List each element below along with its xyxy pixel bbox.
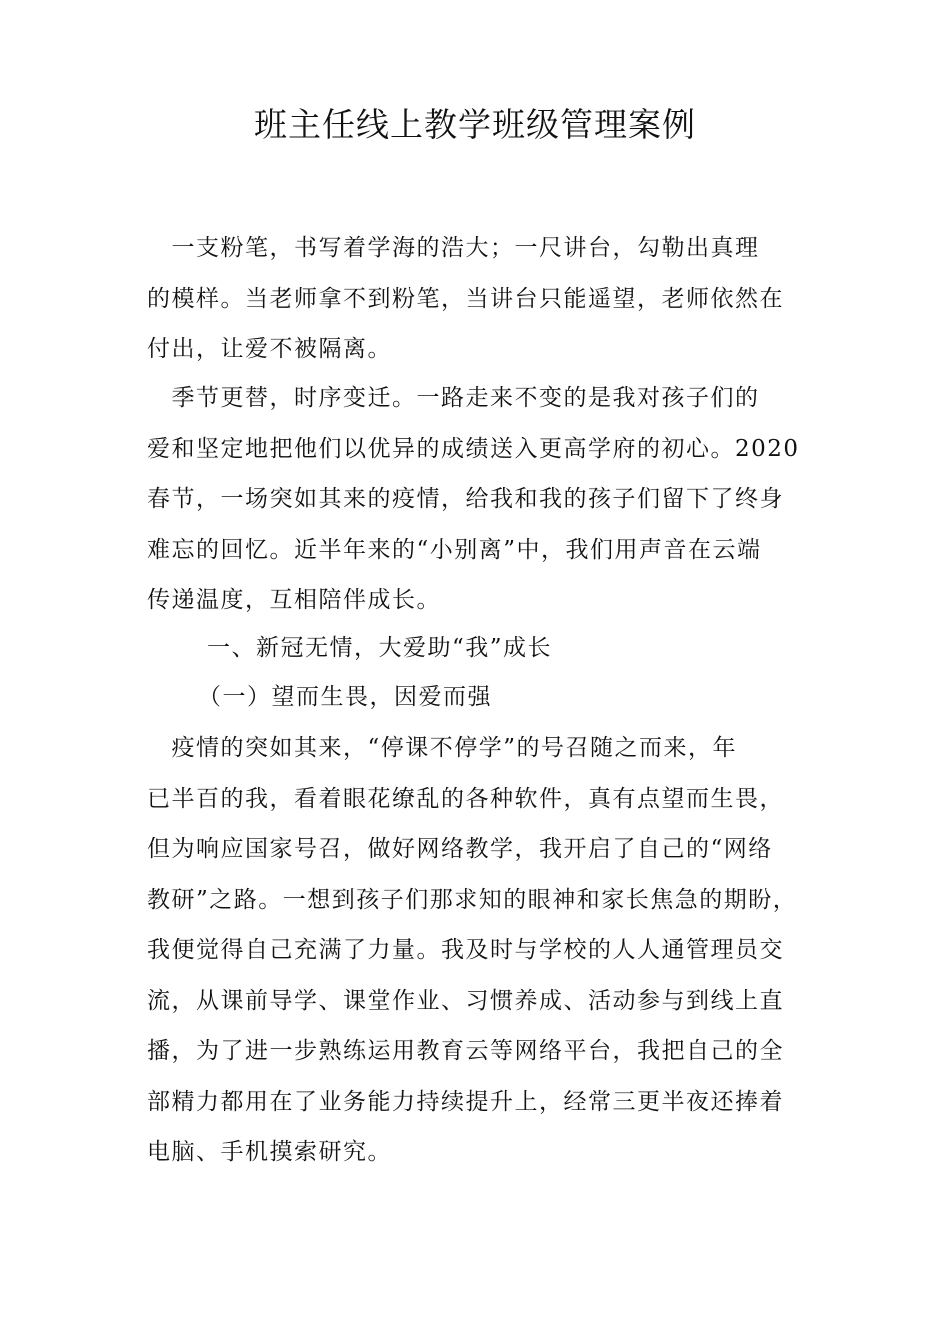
paragraph-line: 部精力都用在了业务能力持续提升上，经常三更半夜还捧着 xyxy=(147,1088,784,1115)
paragraph-line: 我便觉得自己充满了力量。我及时与学校的人人通管理员交 xyxy=(147,937,784,963)
paragraph-intro xyxy=(147,223,817,375)
paragraph-season xyxy=(147,373,817,626)
paragraph-line: 季节更替，时序变迁。一路走来不变的是我对孩子们的 xyxy=(147,385,760,411)
paragraph-line: 春节，一场突如其来的疫情，给我和我的孩子们留下了终身 xyxy=(147,486,784,512)
document-title: 班主任线上教学班级管理案例 xyxy=(254,105,696,144)
paragraph-line: 传递温度，互相陪伴成长。 xyxy=(147,587,441,613)
paragraph-line: 爱和坚定地把他们以优异的成绩送入更高学府的初心。2020 xyxy=(147,435,800,462)
paragraph-line: 的模样。当老师拿不到粉笔，当讲台只能遥望，老师依然在 xyxy=(147,285,784,312)
paragraph-line: 难忘的回忆。近半年来的“小别离”中，我们用声音在云端 xyxy=(147,536,762,563)
paragraph-line: 一支粉笔，书写着学海的浩大；一尺讲台，勾勒出真理 xyxy=(147,235,760,261)
paragraph-line: 已半百的我，看着眼花缭乱的各种软件，真有点望而生畏， xyxy=(147,785,784,812)
paragraph-line: 教研”之路。一想到孩子们那求知的眼神和家长焦急的期盼， xyxy=(147,886,798,913)
paragraph-line: 播，为了进一步熟练运用教育云等网络平台，我把自己的全 xyxy=(147,1038,784,1064)
paragraph-line: 电脑、手机摸索研究。 xyxy=(147,1139,392,1165)
paragraph-epidemic xyxy=(147,723,817,1178)
paragraph-line: 但为响应国家号召，做好网络教学，我开启了自己的“网络 xyxy=(147,836,773,862)
paragraph-line: 付出，让爱不被隔离。 xyxy=(147,336,392,362)
subsection-heading: （一）望而生畏，因爱而强 xyxy=(198,684,492,710)
paragraph-line: 流，从课前导学、课堂作业、习惯养成、活动参与到线上直 xyxy=(147,987,784,1014)
paragraph-line: 疫情的突如其来，“停课不停学”的号召随之而来，年 xyxy=(147,735,738,761)
section-heading: 一、新冠无情，大爱助“我”成长 xyxy=(207,635,553,661)
